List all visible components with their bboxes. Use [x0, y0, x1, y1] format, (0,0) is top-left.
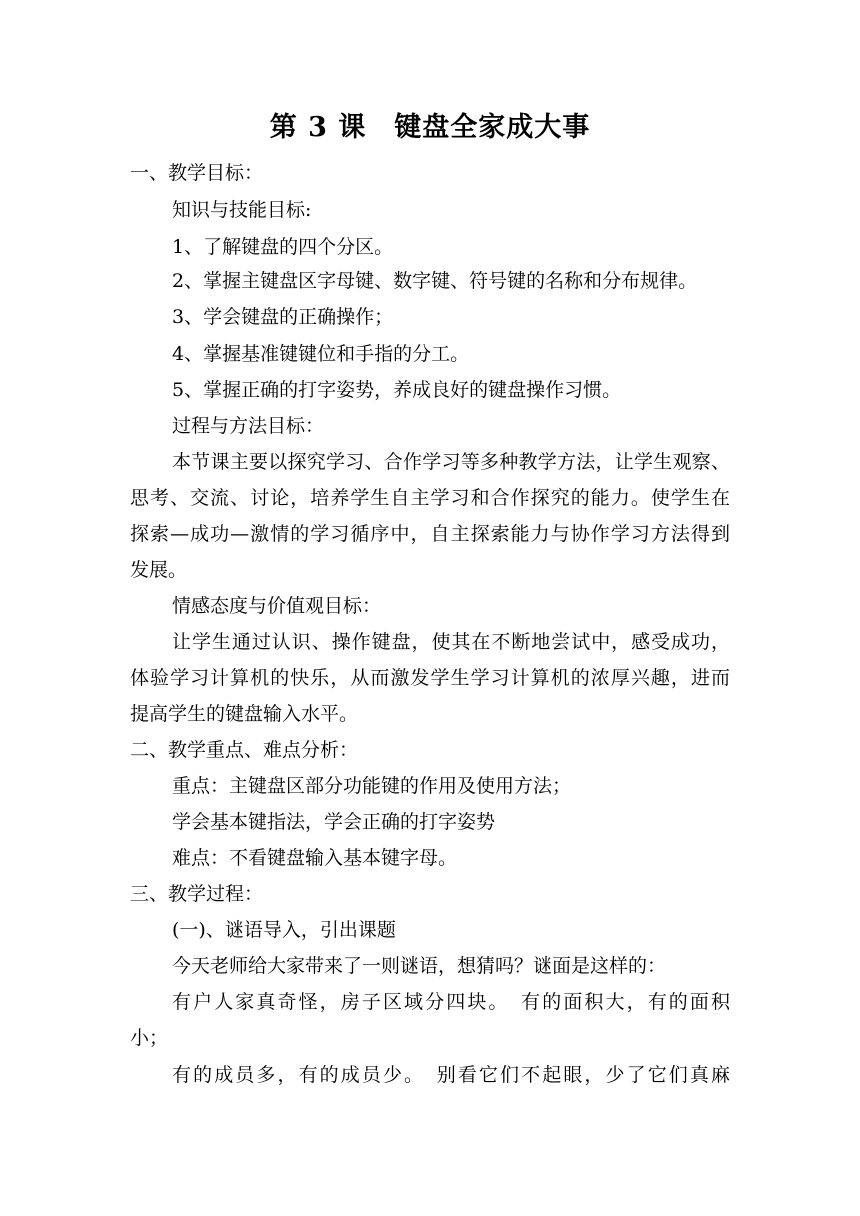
- paragraph-line: 本节课主要以探究学习、合作学习等多种教学方法，让学生观察、: [172, 451, 730, 473]
- list-item: 3、学会键盘的正确操作；: [172, 306, 394, 328]
- section-heading: 一、教学目标：: [130, 162, 264, 184]
- paragraph-line: 今天老师给大家带来了一则谜语，想猜吗？谜面是这样的：: [172, 955, 667, 977]
- subsection-heading: 过程与方法目标：: [172, 415, 325, 437]
- paragraph-line: 重点：主键盘区部分功能键的作用及使用方法；: [172, 775, 572, 797]
- paragraph-line: 难点：不看键盘输入基本键字母。: [172, 847, 458, 869]
- section-heading: 二、教学重点、难点分析：: [130, 739, 359, 761]
- paragraph-line: 有的成员多，有的成员少。 别看它们不起眼，少了它们真麻: [172, 1064, 730, 1086]
- section-heading: 三、教学过程：: [130, 883, 264, 905]
- paragraph-line: 探索—成功—激情的学习循序中，自主探索能力与协作学习方法得到: [130, 523, 730, 545]
- page-title: 第 3 课 键盘全家成大事: [269, 112, 591, 143]
- subsection-heading: 知识与技能目标:: [172, 199, 312, 221]
- paragraph-line: 提高学生的键盘输入水平。: [130, 703, 359, 725]
- paragraph-line: 小；: [130, 1027, 169, 1049]
- paragraph-line: 学会基本键指法，学会正确的打字姿势: [172, 811, 496, 833]
- paragraph-line: 发展。: [130, 559, 188, 581]
- paragraph-line: 让学生通过认识、操作键盘，使其在不断地尝试中，感受成功，: [172, 631, 730, 653]
- list-item: 1、了解键盘的四个分区。: [172, 236, 394, 258]
- list-item: 2、掌握主键盘区字母键、数字键、符号键的名称和分布规律。: [172, 270, 698, 292]
- subsection-heading: 情感态度与价值观目标：: [172, 595, 382, 617]
- list-item: 4、掌握基准键键位和手指的分工。: [172, 343, 470, 365]
- subsection-heading: (一)、谜语导入，引出课题: [172, 919, 396, 941]
- paragraph-line: 体验学习计算机的快乐，从而激发学生学习计算机的浓厚兴趣，进而: [130, 667, 730, 689]
- paragraph-line: 思考、交流、讨论，培养学生自主学习和合作探究的能力。使学生在: [130, 487, 730, 509]
- paragraph-line: 有户人家真奇怪，房子区域分四块。 有的面积大，有的面积: [172, 991, 730, 1013]
- list-item: 5、掌握正确的打字姿势，养成良好的键盘操作习惯。: [172, 379, 622, 401]
